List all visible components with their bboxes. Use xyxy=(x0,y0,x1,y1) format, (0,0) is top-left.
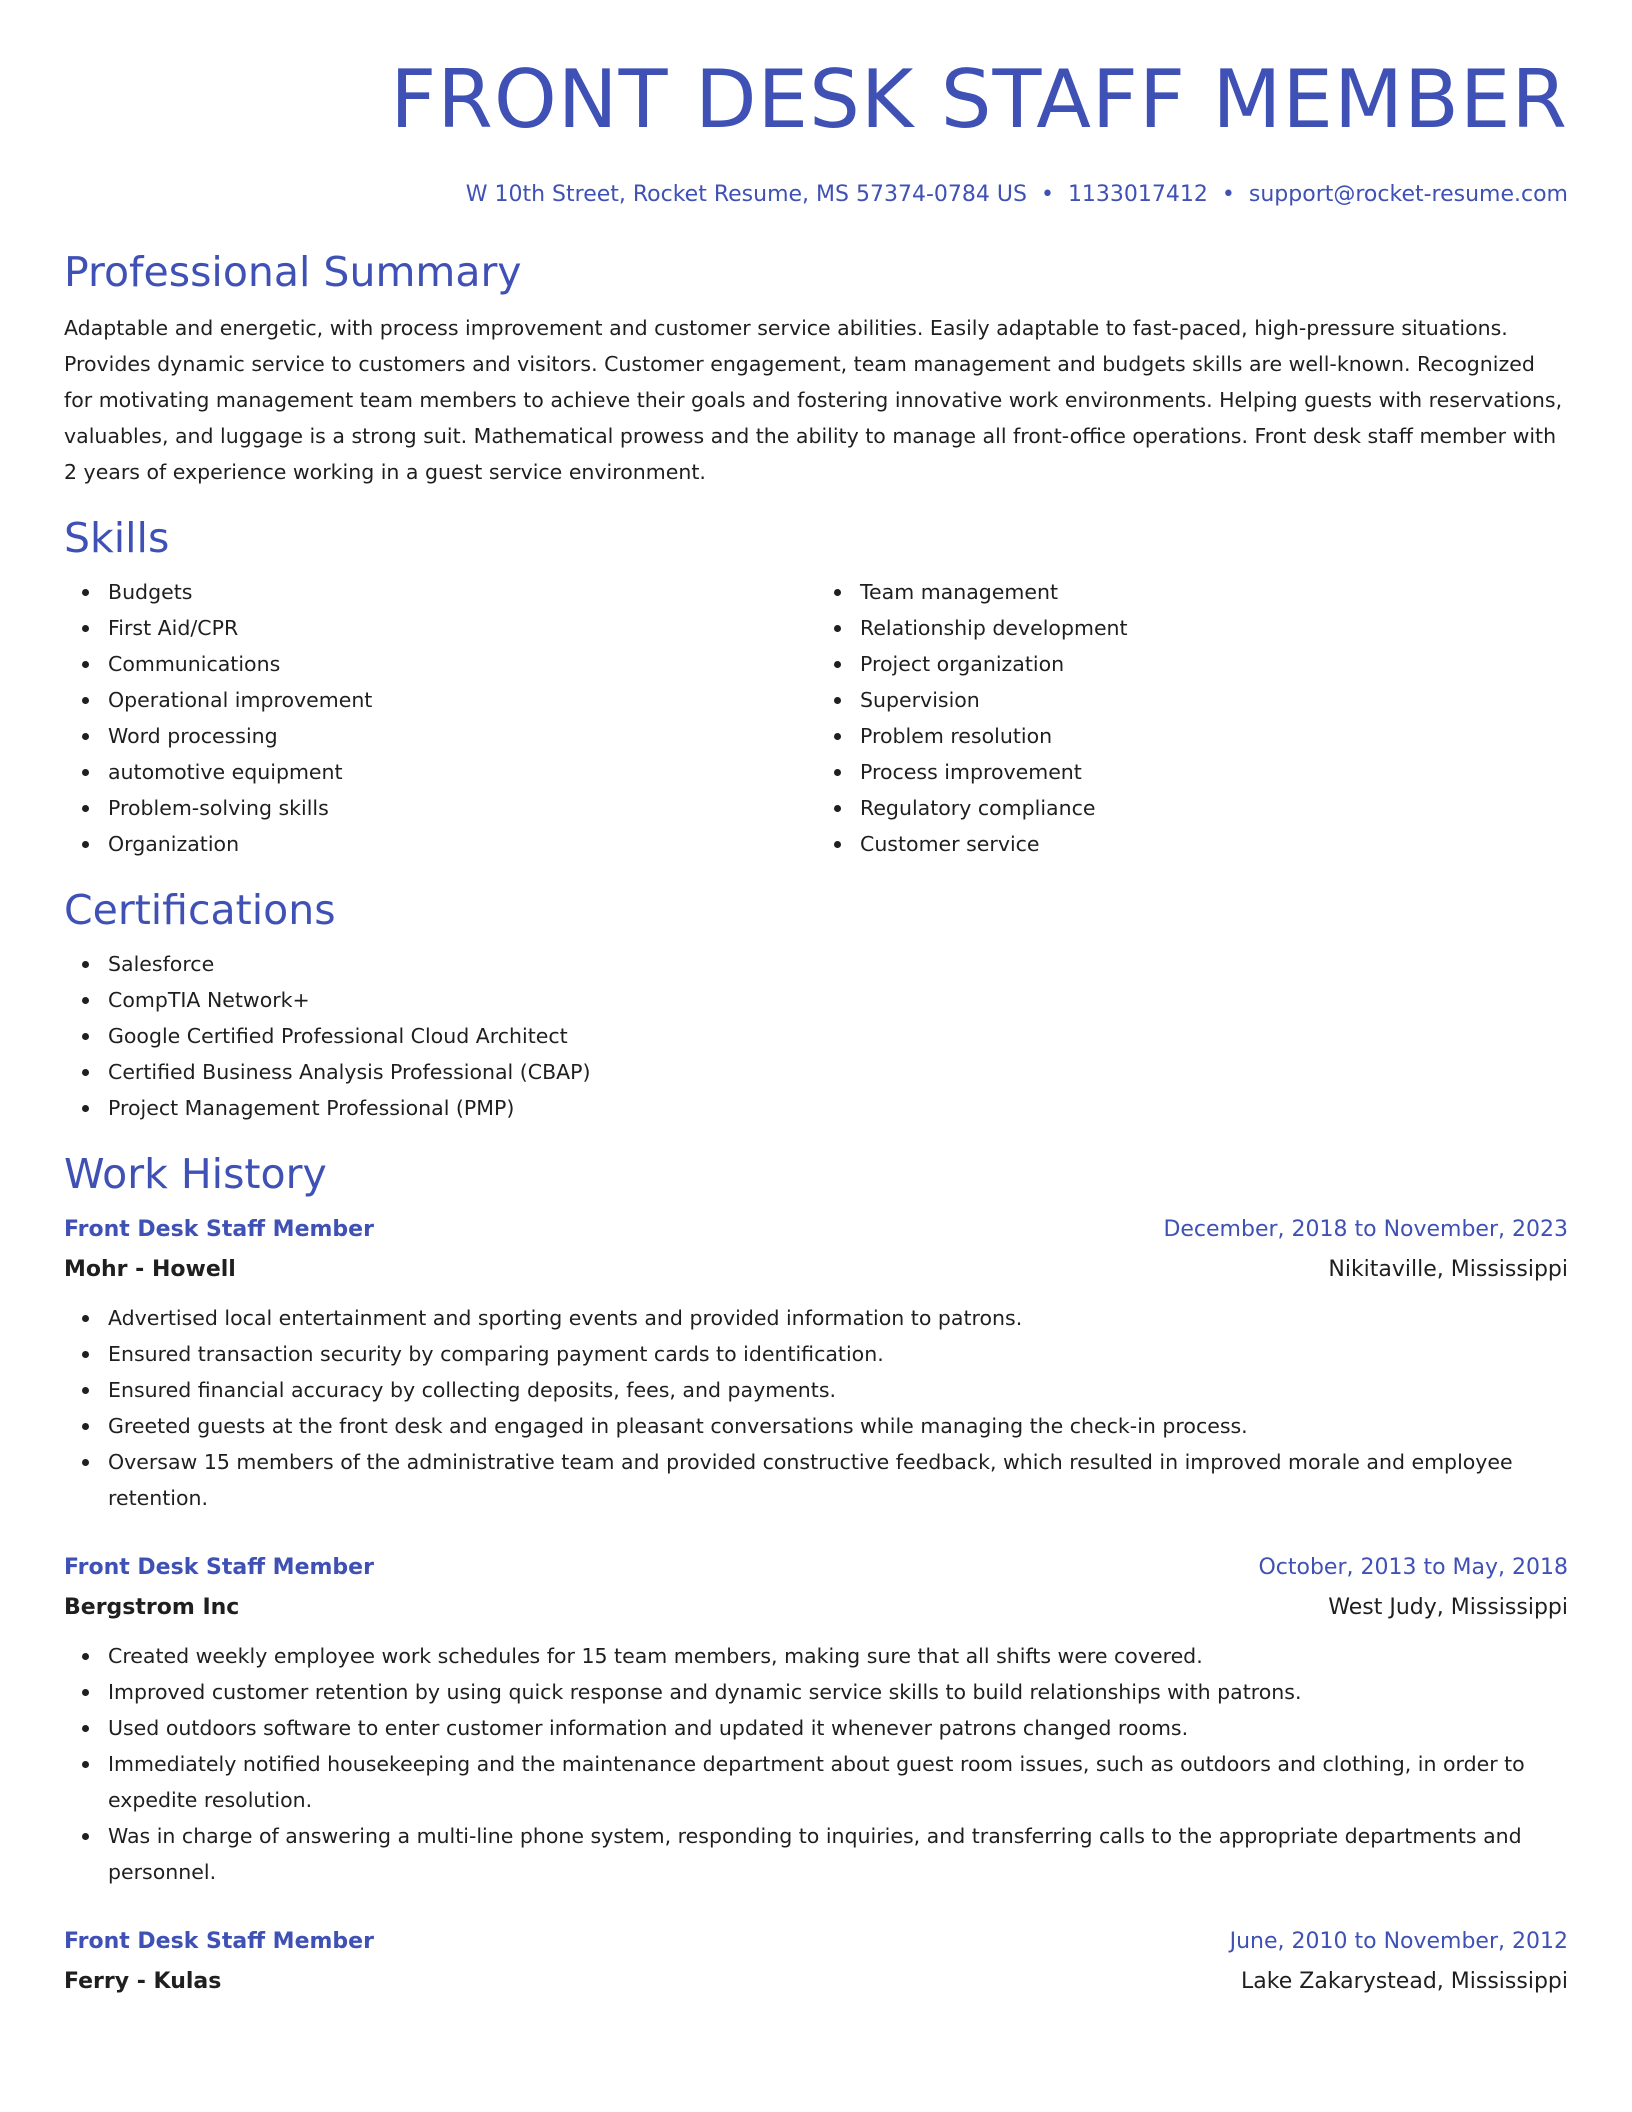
contact-separator: • xyxy=(1040,182,1054,207)
job-location: West Judy, Mississippi xyxy=(1328,1595,1568,1620)
skill-item: First Aid/CPR xyxy=(108,610,816,646)
job-entry xyxy=(64,1548,1568,1890)
resume-page xyxy=(64,50,1568,2002)
job-bullet: Improved customer retention by using quick response and dynamic service skills to build relationships with patrons. xyxy=(108,1674,1568,1710)
skill-item: Relationship development xyxy=(860,610,1568,646)
job-bullet: Greeted guests at the front desk and engaged in pleasant conversations while managing the check-in process. xyxy=(108,1408,1568,1444)
skills-columns xyxy=(64,574,1568,862)
skill-item: Process improvement xyxy=(860,754,1568,790)
certifications-list xyxy=(64,946,1568,1126)
skill-item: Team management xyxy=(860,574,1568,610)
job-header xyxy=(64,1210,1568,1250)
certifications-heading: Certifications xyxy=(64,886,336,934)
skill-item: Problem resolution xyxy=(860,718,1568,754)
job-title: Front Desk Staff Member xyxy=(64,1555,374,1580)
certification-item: Google Certified Professional Cloud Architect xyxy=(108,1018,1568,1054)
job-dates: June, 2010 to November, 2012 xyxy=(1229,1929,1568,1954)
skill-item: automotive equipment xyxy=(108,754,816,790)
job-header xyxy=(64,1548,1568,1588)
job-company: Mohr - Howell xyxy=(64,1257,236,1282)
job-location: Lake Zakarystead, Mississippi xyxy=(1241,1969,1568,1994)
skills-list-left xyxy=(64,574,816,862)
job-company: Ferry - Kulas xyxy=(64,1969,222,1994)
job-bullet: Advertised local entertainment and sporting events and provided information to patrons. xyxy=(108,1300,1568,1336)
job-bullet: Used outdoors software to enter customer information and updated it whenever patrons changed rooms. xyxy=(108,1710,1568,1746)
address-text: W 10th Street, Rocket Resume, MS 57374-0784 US xyxy=(465,182,1027,207)
contact-separator: • xyxy=(1221,182,1235,207)
job-title: Front Desk Staff Member xyxy=(64,1929,374,1954)
skill-item: Word processing xyxy=(108,718,816,754)
summary-text: Adaptable and energetic, with process improvement and customer service abilities. Easily adaptable to fast-paced, high-pressure situations. Provides dynamic service to customers and visitors. Customer engagement, team management and budgets skills are well-known. Recognized for motivating management team members to achieve their goals and fostering innovative work environments. Helping guests with reservations, valuables, and luggage is a strong suit. Mathematical prowess and the ability to manage all front-office operations. Front desk staff member with 2 years of experience working in a guest service environment. xyxy=(64,316,1563,484)
work-history-heading: Work History xyxy=(64,1150,327,1198)
certification-item: CompTIA Network+ xyxy=(108,982,1568,1018)
skill-item: Supervision xyxy=(860,682,1568,718)
job-entry xyxy=(64,1210,1568,1516)
skill-item: Communications xyxy=(108,646,816,682)
summary-heading: Professional Summary xyxy=(64,248,522,296)
job-employer-row xyxy=(64,1250,1568,1290)
skill-item: Customer service xyxy=(860,826,1568,862)
certification-item: Project Management Professional (PMP) xyxy=(108,1090,1568,1126)
job-bullet: Oversaw 15 members of the administrative team and provided constructive feedback, which resulted in improved morale and employee retention. xyxy=(108,1444,1568,1516)
skill-item: Problem-solving skills xyxy=(108,790,816,826)
job-dates: October, 2013 to May, 2018 xyxy=(1258,1555,1568,1580)
job-bullets xyxy=(64,1638,1568,1890)
job-bullet: Immediately notified housekeeping and the maintenance department about guest room issues, such as outdoors and clothing, in order to expedite resolution. xyxy=(108,1746,1568,1818)
skill-item: Project organization xyxy=(860,646,1568,682)
certification-item: Salesforce xyxy=(108,946,1568,982)
job-bullet: Ensured transaction security by comparing payment cards to identification. xyxy=(108,1336,1568,1372)
contact-line xyxy=(64,180,1568,210)
job-bullet: Ensured financial accuracy by collecting deposits, fees, and payments. xyxy=(108,1372,1568,1408)
job-location: Nikitaville, Mississippi xyxy=(1328,1257,1568,1282)
skill-item: Regulatory compliance xyxy=(860,790,1568,826)
skill-item: Budgets xyxy=(108,574,816,610)
job-employer-row xyxy=(64,1962,1568,2002)
email-link[interactable]: support@rocket-resume.com xyxy=(1248,182,1568,207)
job-bullets xyxy=(64,1300,1568,1516)
skill-item: Operational improvement xyxy=(108,682,816,718)
job-title: Front Desk Staff Member xyxy=(64,1217,374,1242)
job-bullet: Was in charge of answering a multi-line phone system, responding to inquiries, and transferring calls to the appropriate departments and personnel. xyxy=(108,1818,1568,1890)
job-company: Bergstrom Inc xyxy=(64,1595,240,1620)
job-dates: December, 2018 to November, 2023 xyxy=(1163,1217,1568,1242)
job-header xyxy=(64,1922,1568,1962)
job-employer-row xyxy=(64,1588,1568,1628)
skills-list-right xyxy=(816,574,1568,862)
skills-heading: Skills xyxy=(64,514,170,562)
candidate-name: FRONT DESK STAFF MEMBER xyxy=(390,53,1568,146)
job-bullet: Created weekly employee work schedules for 15 team members, making sure that all shifts were covered. xyxy=(108,1638,1568,1674)
phone-text: 1133017412 xyxy=(1067,182,1208,207)
certification-item: Certified Business Analysis Professional (CBAP) xyxy=(108,1054,1568,1090)
job-entry xyxy=(64,1922,1568,2002)
skill-item: Organization xyxy=(108,826,816,862)
